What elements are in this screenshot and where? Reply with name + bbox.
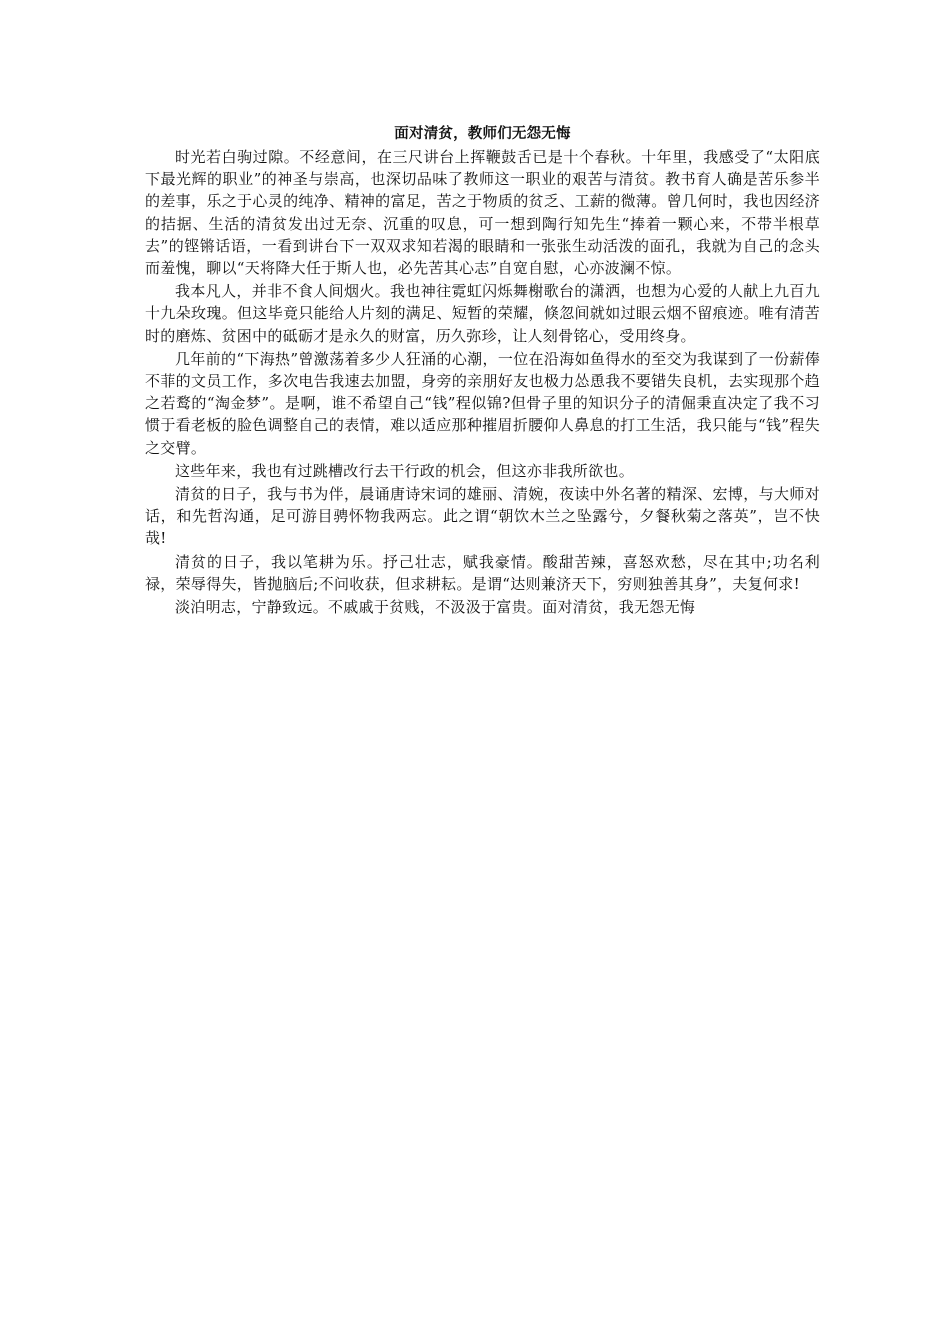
paragraph-6: 清贫的日子，我以笔耕为乐。抒己壮志，赋我豪情。酸甜苦辣，喜怒欢愁，尽在其中;功名利禄，荣辱得失，皆抛脑后;不问收获，但求耕耘。是谓“达则兼济天下，穷则独善其身”，夫复何求! <box>145 552 820 593</box>
document-body <box>145 122 820 618</box>
document-title: 面对清贫，教师们无怨无悔 <box>394 126 571 142</box>
paragraph-4: 这些年来，我也有过跳槽改行去干行政的机会，但这亦非我所欲也。 <box>175 461 635 480</box>
paragraph-3: 几年前的“下海热”曾激荡着多少人狂涌的心潮，一位在沿海如鱼得水的至交为我谋到了一份薪俸不菲的文员工作，多次电告我速去加盟，身旁的亲朋好友也极力怂恿我不要错失良机，去实现那个趋之若鹜的“淘金梦”。是啊，谁不希望自己“钱”程似锦?但骨子里的知识分子的清倔秉直决定了我不习惯于看老板的脸色调整自己的表情，难以适应那种摧眉折腰仰人鼻息的打工生活，我只能与“钱”程失之交臂。 <box>145 349 820 457</box>
paragraph-1: 时光若白驹过隙。不经意间，在三尺讲台上挥鞭鼓舌已是十个春秋。十年里，我感受了“太阳底下最光辉的职业”的神圣与崇高，也深切品味了教师这一职业的艰苦与清贫。教书育人确是苦乐参半的差事，乐之于心灵的纯净、精神的富足，苦之于物质的贫乏、工薪的微薄。曾几何时，我也因经济的拮据、生活的清贫发出过无奈、沉重的叹息，可一想到陶行知先生“捧着一颗心来，不带半根草去”的铿锵话语，一看到讲台下一双双求知若渴的眼睛和一张张生动活泼的面孔，我就为自己的念头而羞愧，聊以“天将降大任于斯人也，必先苦其心志”自宽自慰，心亦波澜不惊。 <box>145 148 820 278</box>
paragraph-2: 我本凡人，并非不食人间烟火。我也神往霓虹闪烁舞榭歌台的潇洒，也想为心爱的人献上九百九十九朵玫瑰。但这毕竟只能给人片刻的满足、短暂的荣耀，倏忽间就如过眼云烟不留痕迹。唯有清苦时的磨炼、贫困中的砥砺才是永久的财富，历久弥珍，让人刻骨铭心，受用终身。 <box>145 282 820 345</box>
paragraph-5: 清贫的日子，我与书为伴，晨诵唐诗宋词的雄丽、清婉，夜读中外名著的精深、宏博，与大师对话，和先哲沟通，足可游目骋怀物我两忘。此之谓“朝饮木兰之坠露兮，夕餐秋菊之落英”，岂不快哉! <box>145 485 820 548</box>
paragraph-7: 淡泊明志，宁静致远。不戚戚于贫贱，不汲汲于富贵。面对清贫，我无怨无悔 <box>175 598 696 617</box>
